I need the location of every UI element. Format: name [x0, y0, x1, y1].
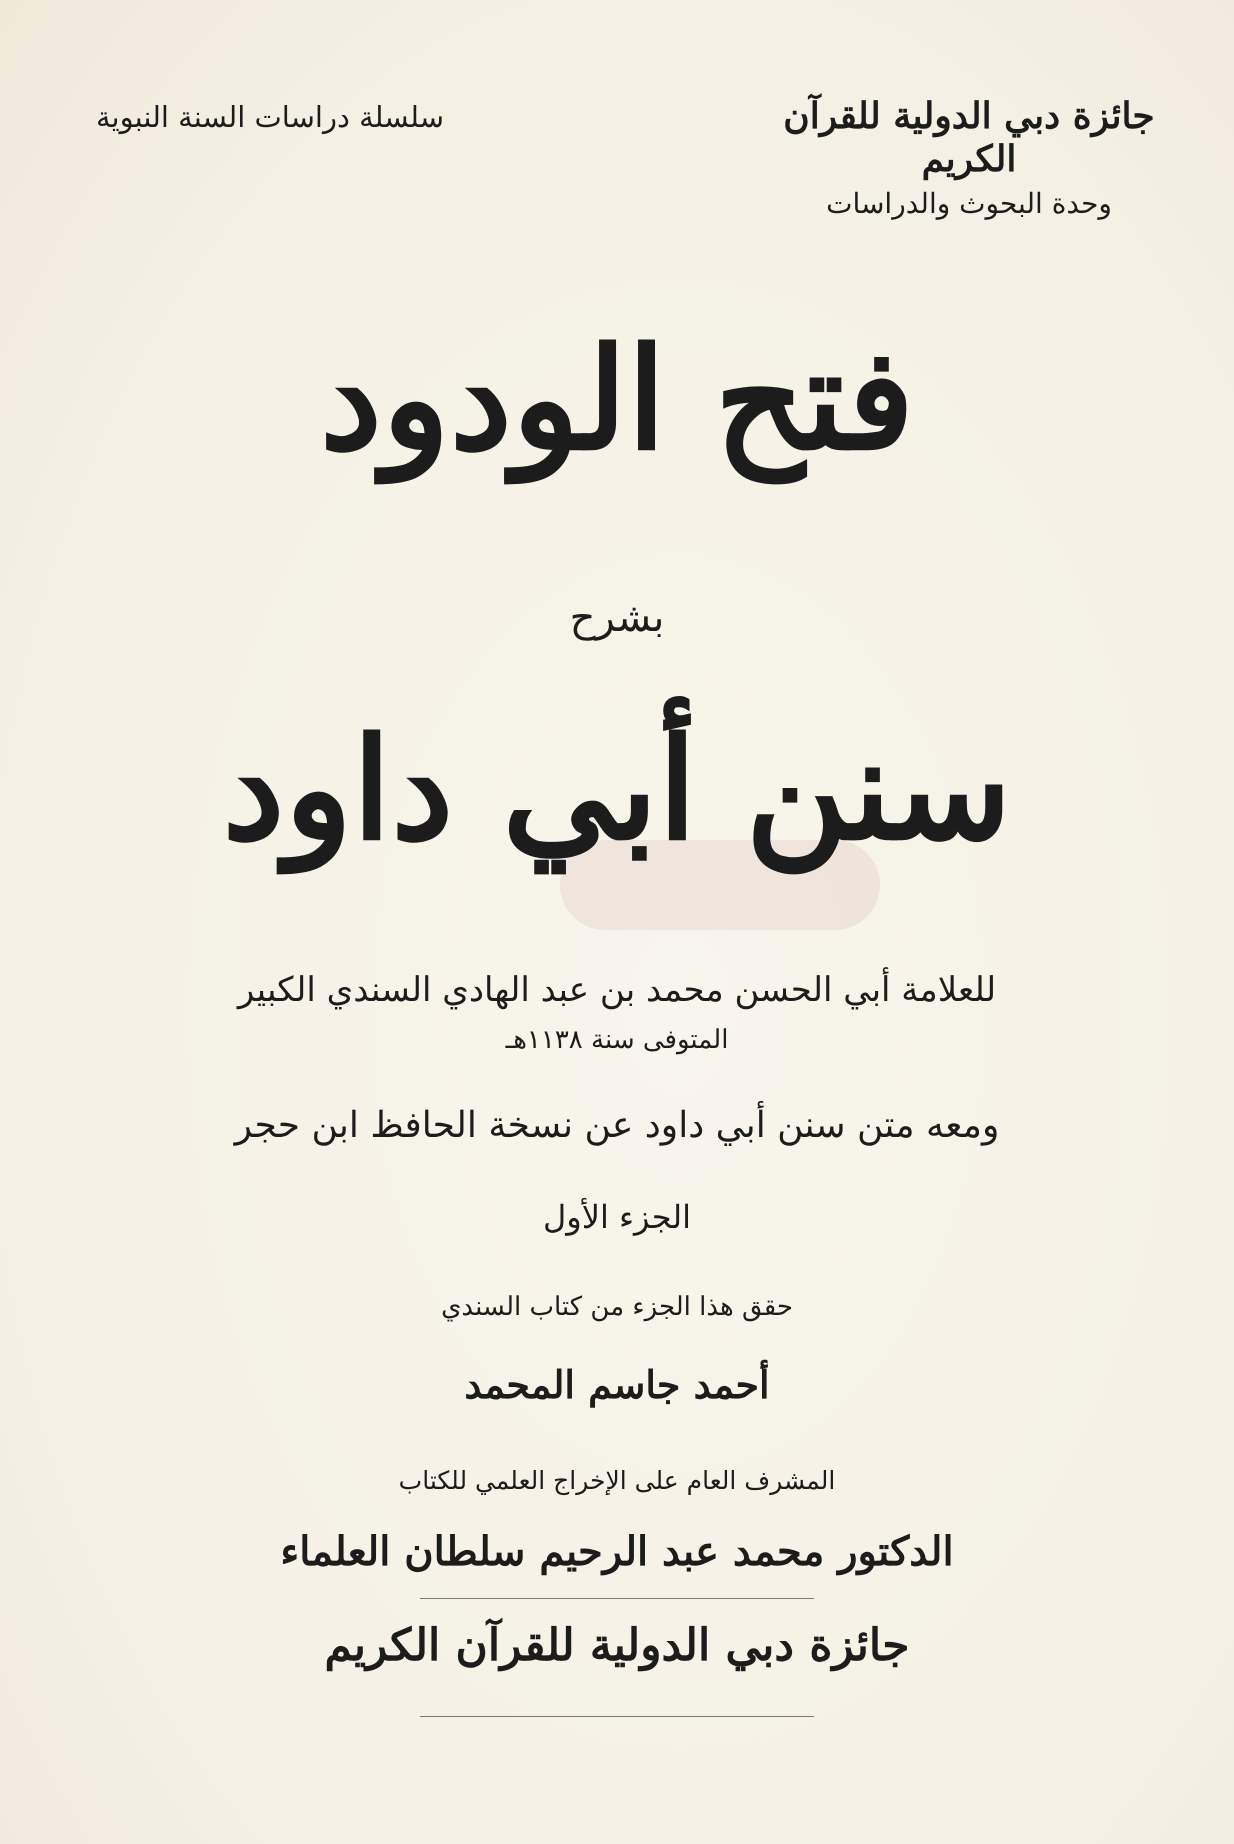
award-name: جائزة دبي الدولية للقرآن الكريم — [783, 95, 1155, 181]
volume-label: الجزء الأول — [542, 1198, 691, 1236]
supervisor-name: الدكتور محمد عبد الرحيم سلطان العلماء — [280, 1528, 954, 1575]
with-matn-line: ومعه متن سنن أبي داود عن نسخة الحافظ ابن حجر — [234, 1105, 1000, 1146]
editor-name: أحمد جاسم المحمد — [464, 1362, 770, 1407]
bottom-divider — [420, 1716, 814, 1717]
supervisor-label: المشرف العام على الإخراج العلمي للكتاب — [398, 1466, 836, 1495]
verification-label: حقق هذا الجزء من كتاب السندي — [441, 1292, 793, 1322]
main-title: فتح الودود — [319, 318, 915, 482]
book-title: سنن أبي داود — [222, 708, 1012, 872]
author-line: للعلامة أبي الحسن محمد بن عبد الهادي السندي الكبير — [237, 970, 997, 1010]
series-name: سلسلة دراسات السنة النبوية — [95, 100, 445, 134]
unit-name: وحدة البحوث والدراسات — [826, 187, 1112, 221]
top-divider — [420, 1598, 814, 1599]
author-death-year: المتوفى سنة ١١٣٨هـ — [505, 1025, 729, 1055]
footer-award-name: جائزة دبي الدولية للقرآن الكريم — [324, 1620, 910, 1671]
title-connector: بشرح — [569, 595, 665, 641]
publisher-block — [759, 95, 1179, 220]
